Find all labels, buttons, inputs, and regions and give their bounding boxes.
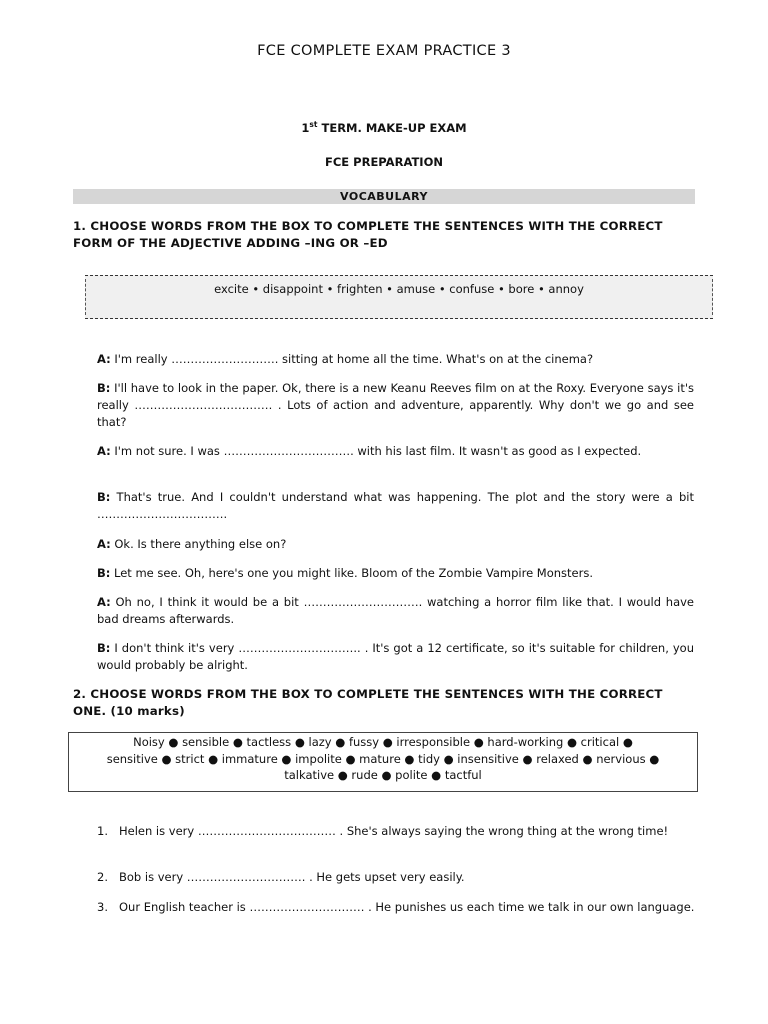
word-box-2-line: Noisy ● sensible ● tactless ● lazy ● fussy ● irresponsible ● hard-working ● critical ● <box>133 735 633 749</box>
exercise2-heading: 2. CHOOSE WORDS FROM THE BOX TO COMPLETE THE SENTENCES WITH THE CORRECT ONE. (10 marks) <box>73 687 663 718</box>
speaker-label: B: <box>97 490 111 504</box>
section-bar-vocabulary: VOCABULARY <box>73 189 695 204</box>
word-box-2 <box>68 732 698 792</box>
dialogue-line <box>97 536 694 553</box>
numbered-item <box>97 869 697 886</box>
term-suffix: st <box>309 120 318 129</box>
subtitle: FCE PREPARATION <box>325 155 443 169</box>
speaker-label: A: <box>97 537 111 551</box>
speaker-label: A: <box>97 352 111 366</box>
dialogue-text: I don't think it's very ………………………….. . It's got a 12 certificate, so it's suitable for children, you would probably be alright. <box>97 641 694 672</box>
dialogue-text: I'm really ………………………. sitting at home all the time. What's on at the cinema? <box>110 352 594 366</box>
dialogue-text: That's true. And I couldn't understand what was happening. The plot and the story were a bit ……………………………. <box>97 490 694 521</box>
term-text: TERM. MAKE-UP EXAM <box>317 120 467 135</box>
dialogue-line <box>97 351 694 368</box>
speaker-label: A: <box>97 595 111 609</box>
word-box-2-line: talkative ● rude ● polite ● tactful <box>284 768 482 782</box>
numbered-item <box>97 899 697 916</box>
term-line <box>0 120 768 135</box>
dialogue-text: I'll have to look in the paper. Ok, there is a new Keanu Reeves film on at the Roxy. Everyone says it's really ……………………………… . Lots of action and adventure, apparently. Why don't we go and see that? <box>97 381 694 429</box>
dialogue-line <box>97 489 694 523</box>
dialogue-line <box>97 380 694 431</box>
item-text: Helen is very ……………………………… . She's always saying the wrong thing at the wrong time! <box>119 824 669 838</box>
item-number: 3. <box>97 900 108 914</box>
dialogue-line <box>97 640 694 674</box>
speaker-label: A: <box>97 444 111 458</box>
item-text: Bob is very …………………………. . He gets upset very easily. <box>119 870 465 884</box>
speaker-label: B: <box>97 566 111 580</box>
speaker-label: B: <box>97 641 111 655</box>
exercise1-heading: 1. CHOOSE WORDS FROM THE BOX TO COMPLETE THE SENTENCES WITH THE CORRECT FORM OF THE ADJECTIVE ADDING –ING OR –ED <box>73 219 663 250</box>
item-number: 2. <box>97 870 108 884</box>
item-text: Our English teacher is ………………………… . He punishes us each time we talk in our own language. <box>119 900 695 914</box>
box-border-top <box>85 275 713 276</box>
dialogue-text: Oh no, I think it would be a bit …………………………. watching a horror film like that. I would have bad dreams afterwards. <box>97 595 694 626</box>
word-box-1 <box>85 275 713 319</box>
box-border-bottom <box>85 318 713 319</box>
item-number: 1. <box>97 824 108 838</box>
dialogue-text: Let me see. Oh, here's one you might like. Bloom of the Zombie Vampire Monsters. <box>110 566 593 580</box>
dialogue-line <box>97 565 694 582</box>
dialogue-text: Ok. Is there anything else on? <box>110 537 287 551</box>
term-number: 1 <box>301 120 310 135</box>
dialogue-line <box>97 443 694 460</box>
dialogue-line <box>97 594 694 628</box>
speaker-label: B: <box>97 381 111 395</box>
word-box-1-words: excite • disappoint • frighten • amuse • confuse • bore • annoy <box>214 282 584 296</box>
dialogue-text: I'm not sure. I was ……………………………. with his last film. It wasn't as good as I expected. <box>110 444 642 458</box>
word-box-2-line: sensitive ● strict ● immature ● impolite ● mature ● tidy ● insensitive ● relaxed ● nervious ● <box>106 751 660 766</box>
document-title: FCE COMPLETE EXAM PRACTICE 3 <box>257 43 511 59</box>
numbered-item <box>97 823 697 840</box>
